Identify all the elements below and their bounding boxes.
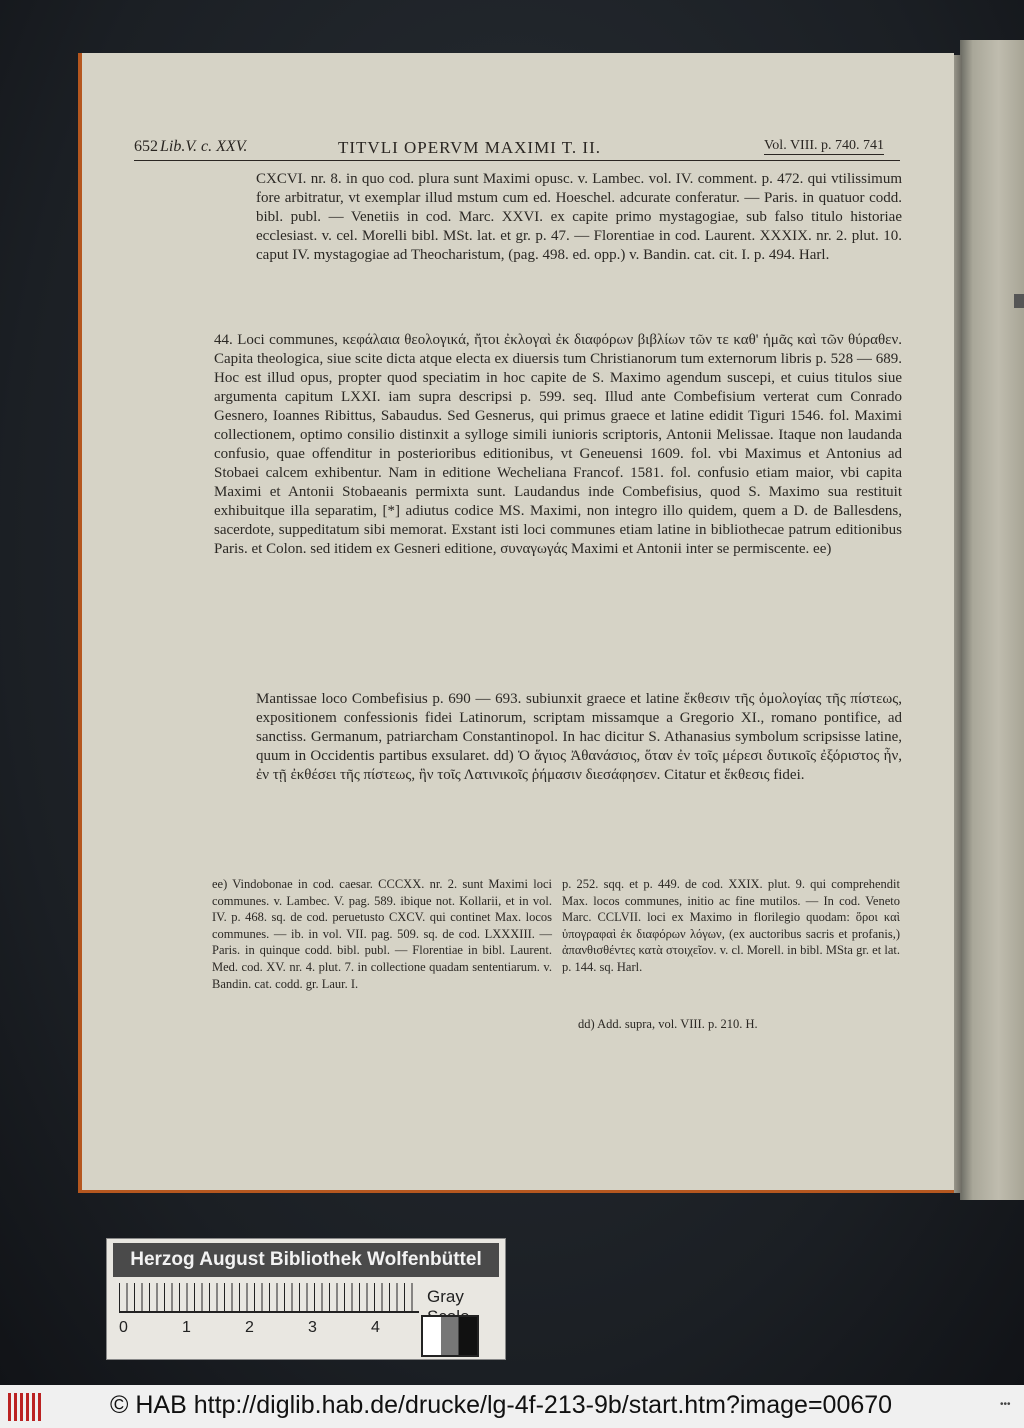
viewer-footer [0,1385,1024,1428]
scale-ruler [119,1283,419,1313]
footnote-ee: ee) Vindobonae in cod. caesar. CCCXX. nr. 2. sunt Maximi loci communes. v. Lambec. V. pag. 589. ibique not. Kollarii, et in vol. IV. p. 468. sq. de cod. peruetusto CXCV. qui continet Max. locos communes. — ib. in vol. VII. pag. 509. sq. de cod. LXXXIII. — Paris. in quinque codd. bibl. publ. — Florentiae in bibl. Laurent. Med. cod. XV. nr. 4. plut. 7. in collectione quadam sententiarum. v. Bandin. cat. codd. gr. Laur. I. [212,877,552,991]
menu-dots-icon[interactable]: ••• [1000,1399,1011,1410]
scale-number: 4 [371,1319,380,1336]
scale-number: 0 [119,1319,128,1336]
paragraph-text: 44. Loci communes, κεφάλαια θεολογικά, ἤτοι ἐκλογαὶ ἐκ διαφόρων βιβλίων τῶν τε καθ' ἡμᾶς καὶ τῶν θύραθεν. Capita theologica, siue scite dicta atque electa ex diuersis tum Christianorum tum externorum libris p. 528 — 689. Hoc est illud opus, propter quod speciatim in hoc capite de S. Maximo agendum suscepi, et cuius titulos siue argumenta capitum LXXI. iam supra descripsi p. 599. seq. Illud ante Combefisium verterat cum Conrado Gesnero, Ioannes Ribittus, Sabaudus. Sed Gesnerus, qui primus graece et latine edidit Tiguri 1546. fol. Maximi collectionem, optimo consilio distinxit a sylloge simili iunioris scriptoris, Antonii Melissae. Itaque non laudanda confusio, quae offenditur in posterioribus editionibus, vt Geneuensi 1609. fol. vbi Maximus et Antonius ad Stobaei calcem exhibentur. Nam in editione Wecheliana Francof. 1581. fol. confusio etiam maior, vbi capita Maximi et Antonii Stobaeanis permixta sunt. Laudandus inde Combefisius, quod S. Maximo sua restituit exhibuitque illa separatim, [*] adiutus codice MS. Maximi, non integro illo quidem, quem a D. de Ballesdens, sacerdote, suppeditatum sibi memorat. Exstant isti loci communes etiam latine in bibliothecae patrum editionibus Paris. et Colon. sed itidem ex Gesneri editione, συναγωγάς Maximi et Antonii inter se permiscente. ee) [214,332,902,557]
footnote-dd: dd) Add. supra, vol. VIII. p. 210. H. [578,1017,758,1031]
color-target-card [106,1238,506,1360]
running-title: TITVLI OPERVM MAXIMI T. II. [338,138,601,157]
scale-number: 3 [308,1319,317,1336]
paragraph-continuation [256,170,902,265]
page-edge-mark [1014,294,1024,308]
header-rule [134,160,900,161]
page-number: 652 [134,138,158,155]
adjacent-page-edge [960,40,1024,1200]
citation-url[interactable]: © HAB http://diglib.hab.de/drucke/lg-4f-213-9b/start.htm?image=00670 [110,1391,893,1419]
running-head [134,138,906,166]
scale-numbers [119,1319,419,1343]
hab-logo-icon [8,1393,44,1421]
volume-reference: Vol. VIII. p. 740. 741 [764,138,885,153]
gray-scale-label: Gray [427,1287,464,1306]
book-reference: Lib.V. c. XXV. [160,138,248,155]
paragraph-text: CXCVI. nr. 8. in quo cod. plura sunt Maximi opusc. v. Lambec. vol. IV. comment. p. 472. qui vtilissimum fore arbitratur, vt exemplar illud mstum cum ed. Hoeschel. adcurate conferatur. — Paris. in quatuor codd. bibl. publ. — Venetiis in cod. Marc. XXVI. ex capite primo mystagogiae, sub falso titulo historiae ecclesiast. v. cel. Morelli bibl. MSt. lat. et gr. p. 47. — Florentiae in cod. Laurent. XXXIX. nr. 2. plut. 10. caput IV. mystagogiae ad Theocharistum, (pag. 498. ed. opp.) v. Bandin. cat. cit. I. p. 494. Harl. [256,171,902,263]
scale-number: 1 [182,1319,191,1336]
paragraph-mantissa [256,690,902,785]
institution-name: Herzog August Bibliothek Wolfenbüttel [113,1243,499,1277]
paragraph-text: Mantissae loco Combefisius p. 690 — 693. subiunxit graece et latine ἔκθεσιν τῆς ὁμολογίας τῆς πίστεως, expositionem confessionis fidei Latinorum, scriptam missamque a Gregorio XI., romano pontifice, ad sanctiss. Germanum, patriarcham Constantinopol. In hac dicitur S. Athanasius symbolum scripsisse latine, quum in Occidentis partibus exsularet. dd) Ὁ ἅγιος Ἀθανάσιος, ὅταν ἐν τοῖς μέρεσι δυτικοῖς ἐξόριστος ἦν, ἐν τῇ ἐκθέσει τῆς πίστεως, ἣν τοῖς Λατινικοῖς ῥήμασιν διεσάφησεν. Citatur et ἔκθεσις fidei. [256,691,902,783]
scale-number: 2 [245,1319,254,1336]
paragraph-entry-44 [214,331,902,559]
footnote-ee-continued: p. 252. sqq. et p. 449. de cod. XXIX. plut. 9. qui comprehendit Max. locos communes, initio ac fine mutilos. — In cod. Veneto Marc. CCLVII. loci ex Maximo in florilegio quodam: ὅροι καὶ ὑπογραφαὶ ἐκ διαφόρων λόγων, (ex auctoribus sacris et profanis,) ἀπανθισθέντες κατὰ στοιχεῖον. v. cl. Morell. in bibl. MSta gr. et lat. p. 144. sq. Harl. [562,877,900,974]
gray-swatch [421,1315,479,1357]
